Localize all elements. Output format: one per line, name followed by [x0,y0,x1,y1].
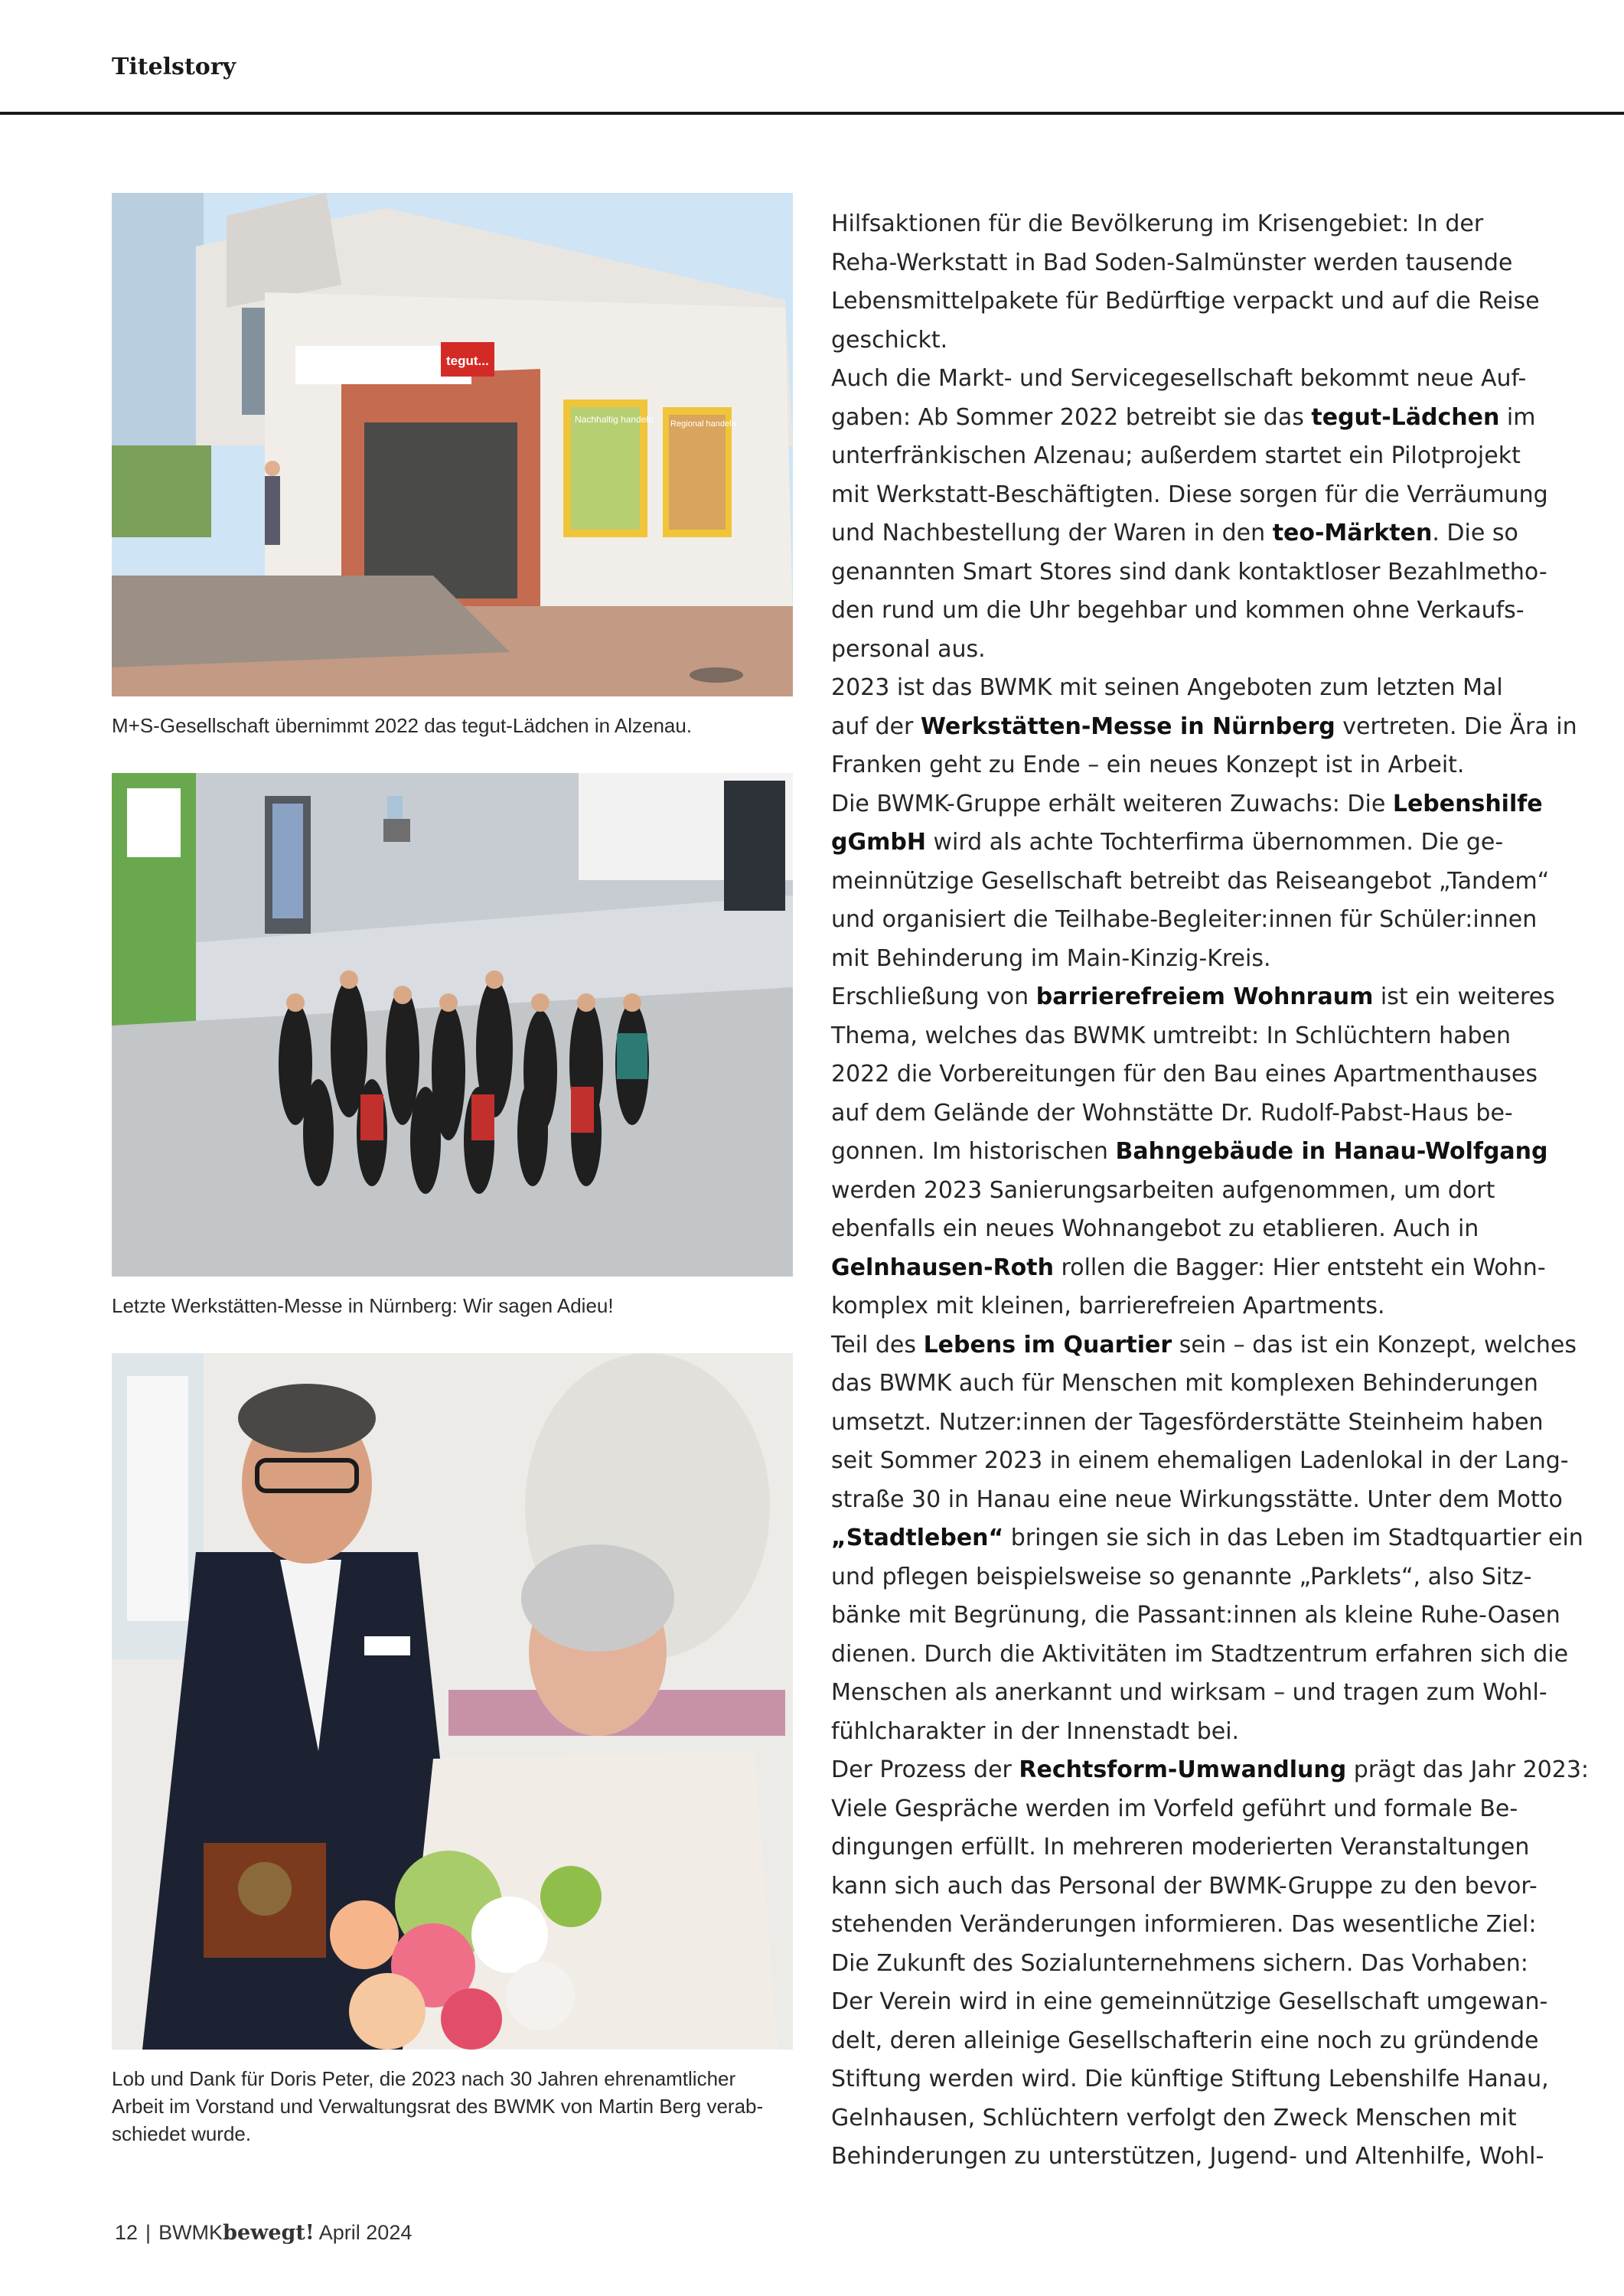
body-text: 2022 die Vorbereitungen für den Bau eines Apartmenthauses [831,1061,1538,1088]
body-text: straße 30 in Hanau eine neue Wirkungsstätte. Unter dem Motto [831,1486,1563,1513]
body-text: rollen die Bagger: Hier entsteht ein Wohn- [1054,1254,1546,1281]
body-line [831,1094,1535,1133]
brand-suffix: bewegt! [223,2221,315,2245]
body-line [831,1404,1544,1443]
body-emphasis: Lebenshilfe [1392,790,1543,817]
body-line [831,863,1550,902]
footer-separator: | [145,2221,152,2244]
body-text: bringen sie sich in das Leben im Stadtquartier ein [1003,1525,1583,1551]
tegut-sign-text: tegut... [446,354,489,368]
poster-1-text: Nachhaltig handeln [575,414,654,425]
body-line [831,437,1535,476]
body-text: vertreten. Die Ära in [1335,713,1577,740]
caption-werkstaetten-messe: Letzte Werkstätten-Messe in Nürnberg: Wir sagen Adieu! [112,1294,614,1317]
photo-doris-peter [112,1353,793,2050]
body-emphasis: tegut-Lädchen [1311,403,1500,431]
body-emphasis: barrierefreiem Wohnraum [1035,983,1374,1010]
body-text: Menschen als anerkannt und wirksam – und tragen zum Wohl- [831,1679,1547,1706]
body-line [831,2060,1549,2099]
body-text: Der Verein wird in eine gemeinnützige Gesellschaft umgewan- [831,1988,1548,2015]
caption-line: schiedet wurde. [112,2122,252,2145]
body-text: gaben: Ab Sommer 2022 betreibt sie das [831,403,1312,431]
body-text: ist ein weiteres [1373,983,1555,1010]
body-text: Reha-Werkstatt in Bad Soden-Salmünster werden tausende [831,249,1513,276]
body-text: Hilfsaktionen für die Bevölkerung im Krisengebiet: In der [831,210,1484,237]
body-text: Stiftung werden wird. Die künftige Stiftung Lebenshilfe Hanau, [831,2066,1549,2092]
body-line [831,244,1535,283]
brand-prefix: BWMK [158,2221,223,2244]
body-text: fühlcharakter in der Innenstadt bei. [831,1717,1240,1745]
body-text: unterfränkischen Alzenau; außerdem startet ein Pilotprojekt [831,442,1521,469]
body-line [831,785,1543,824]
body-text: meinnützige Gesellschaft betreibt das Reiseangebot „Tandem“ [831,867,1550,895]
body-line [831,1828,1535,1867]
body-line [831,476,1548,515]
body-emphasis: teo-Märkten [1272,520,1433,546]
body-line [831,2138,1544,2177]
body-line [831,901,1538,940]
body-line [831,1751,1590,1790]
body-line [831,2022,1539,2061]
body-text: . Die so [1432,520,1518,546]
body-line [831,746,1535,785]
body-line [831,1906,1535,1945]
body-line [831,1287,1535,1326]
body-text: auf der [831,713,921,740]
body-line [831,282,1540,321]
body-line [831,514,1535,553]
body-emphasis: Rechtsform-Umwandlung [1019,1756,1347,1783]
body-line [831,1519,1583,1558]
body-line [831,1713,1535,1752]
body-text: Der Prozess der [831,1756,1019,1783]
section-title: Titelstory [112,54,236,80]
body-line [831,1210,1535,1249]
body-line [831,1017,1535,1056]
body-text: Behinderungen zu unterstützen, Jugend- und Altenhilfe, Wohl- [831,2143,1544,2170]
photo-tegut-store [112,193,793,696]
body-line [831,1867,1538,1906]
body-emphasis: Gelnhausen-Roth [831,1254,1054,1281]
body-text: auf dem Gelände der Wohnstätte Dr. Rudolf-Pabst-Haus be- [831,1099,1513,1127]
body-text: personal aus. [831,635,986,663]
body-text: Lebensmittelpakete für Bedürftige verpackt und auf die Reise [831,288,1540,315]
body-line [831,669,1535,708]
body-text: sein – das ist ein Konzept, welches [1172,1331,1577,1358]
body-line [831,1596,1560,1636]
body-text: Viele Gespräche werden im Vorfeld geführt und formale Be- [831,1795,1518,1822]
body-line [831,708,1577,747]
body-text: Gelnhausen, Schlüchtern verfolgt den Zweck Menschen mit [831,2104,1517,2131]
body-text: und organisiert die Teilhabe-Begleiter:innen für Schüler:innen [831,906,1538,933]
body-text: gonnen. Im historischen [831,1138,1116,1165]
body-emphasis: Werkstätten-Messe in Nürnberg [920,713,1335,740]
body-emphasis: Bahngebäude in Hanau-Wolfgang [1115,1138,1548,1165]
body-text: ebenfalls ein neues Wohnangebot zu etablieren. Auch in [831,1215,1479,1242]
caption-line: Arbeit im Vorstand und Verwaltungsrat des BWMK von Martin Berg verab- [112,2095,764,2118]
body-line [831,1481,1563,1520]
body-line [831,1674,1547,1713]
issue-date: April 2024 [318,2221,413,2244]
body-text: das BWMK auch für Menschen mit komplexen Behinderungen [831,1370,1538,1397]
body-line [831,1055,1538,1094]
body-text: prägt das Jahr 2023: [1346,1756,1590,1783]
article-body [831,205,1590,2177]
caption-tegut-store: M+S-Gesellschaft übernimmt 2022 das tegut-Lädchen in Alzenau. [112,714,693,737]
caption-doris-peter [112,2065,793,2148]
body-line [831,1133,1548,1172]
body-line [831,1636,1569,1675]
body-text: komplex mit kleinen, barrierefreien Apartments. [831,1293,1385,1319]
body-line [831,1172,1535,1211]
body-text: Die BWMK-Gruppe erhält weiteren Zuwachs: Die [831,790,1393,817]
page-number: 12 [115,2221,139,2244]
body-text: bänke mit Begrünung, die Passant:innen als kleine Ruhe-Oasen [831,1602,1560,1629]
group-illustration [112,773,793,1277]
body-text: Teil des [831,1331,924,1358]
body-line [831,2099,1535,2138]
body-line [831,360,1535,399]
body-text: den rund um die Uhr begehbar und kommen ohne Verkaufs- [831,597,1525,624]
body-line [831,1558,1535,1597]
body-text: Erschließung von [831,983,1036,1010]
poster-2-text: Regional handeln [670,419,736,429]
body-text: kann sich auch das Personal der BWMK-Gruppe zu den bevor- [831,1872,1538,1900]
body-text: umsetzt. Nutzer:innen der Tagesförderstätte Steinheim haben [831,1408,1544,1436]
body-line [831,1326,1577,1365]
body-line [831,1945,1535,1984]
body-emphasis: Lebens im Quartier [923,1331,1172,1358]
body-line [831,592,1535,631]
body-line [831,940,1535,979]
body-text: Franken geht zu Ende – ein neues Konzept ist in Arbeit. [831,752,1465,778]
body-text: mit Behinderung im Main-Kinzig-Kreis. [831,944,1271,972]
body-line [831,399,1535,438]
body-line [831,1790,1535,1829]
body-text: im [1499,403,1536,431]
body-text: Thema, welches das BWMK umtreibt: In Schlüchtern haben [831,1022,1511,1049]
body-text: dingungen erfüllt. In mehreren moderierten Veranstaltungen [831,1834,1530,1861]
portrait-illustration [112,1353,793,2050]
body-text: mit Werkstatt-Beschäftigten. Diese sorgen für die Verräumung [831,481,1548,508]
body-text: dienen. Durch die Aktivitäten im Stadtzentrum erfahren sich die [831,1640,1569,1668]
body-text: und pflegen beispielsweise so genannte „Parklets“, also Sitz- [831,1563,1532,1590]
body-line [831,978,1555,1017]
body-text: delt, deren alleinige Gesellschafterin eine noch zu gründende [831,2027,1539,2054]
photo-werkstaetten-messe [112,773,793,1277]
body-text: werden 2023 Sanierungsarbeiten aufgenommen, um dort [831,1176,1495,1204]
header-rule [0,112,1624,115]
body-line [831,553,1547,592]
body-text: Die Zukunft des Sozialunternehmens sichern. Das Vorhaben: [831,1949,1528,1977]
body-text: Auch die Markt- und Servicegesellschaft bekommt neue Auf- [831,365,1527,392]
body-emphasis: gGmbH [831,829,926,856]
body-line [831,321,1535,360]
storefront-illustration [112,193,793,696]
body-text: stehenden Veränderungen informieren. Das wesentliche Ziel: [831,1911,1537,1938]
body-line [831,1442,1569,1481]
body-text: wird als achte Tochterfirma übernommen. Die ge- [925,829,1504,856]
body-emphasis: „Stadtleben“ [831,1525,1004,1551]
body-line [831,205,1535,244]
caption-line: Lob und Dank für Doris Peter, die 2023 nach 30 Jahren ehrenamtlicher [112,2067,736,2090]
body-text: geschickt. [831,326,948,354]
body-line [831,823,1535,863]
body-text: seit Sommer 2023 in einem ehemaligen Ladenlokal in der Lang- [831,1447,1569,1474]
body-text: 2023 ist das BWMK mit seinen Angeboten zum letzten Mal [831,674,1503,701]
body-line [831,1249,1546,1288]
footer [115,2221,412,2245]
body-line [831,1365,1538,1404]
body-line [831,1983,1548,2022]
body-text: genannten Smart Stores sind dank kontaktloser Bezahlmetho- [831,558,1547,585]
body-text: und Nachbestellung der Waren in den [831,520,1273,546]
body-line [831,631,1535,670]
